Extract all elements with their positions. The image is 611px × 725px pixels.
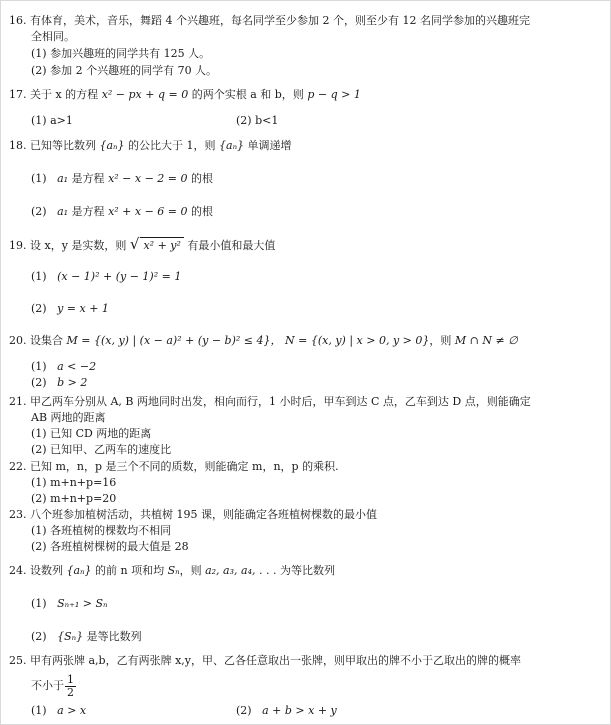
q18-c1-text: 是方程 (71, 172, 105, 185)
q24-stem-text-4: 为等比数列 (279, 564, 335, 577)
q19-stem-text-2: 有最小值和最大值 (187, 239, 276, 252)
q18-c2-math: a₁ (57, 205, 69, 218)
q16-stem-line2: 全相同。 (31, 30, 75, 43)
q20-conclusion: M ∩ N ≠ ∅ (454, 334, 518, 347)
q18-sequence-2: {aₙ} (219, 139, 245, 152)
q17-stem (9, 87, 361, 102)
q25-fraction (65, 674, 76, 699)
q17-stem-text: 17. 关于 x 的方程 (9, 88, 99, 101)
q24-sequence: {aₙ} (66, 564, 92, 577)
q20-stem-text-2: ，则 (429, 334, 452, 347)
q24-c1-math: Sₙ₊₁ > Sₙ (57, 597, 108, 610)
q20-condition-2 (31, 375, 87, 390)
q25-stem-line1: 25. 甲有两张牌 a,b，乙有两张牌 x,y，甲、乙各任意取出一张牌，则甲取出的牌不小于乙取出的牌的概率 (9, 654, 521, 667)
q17-condition-2: (2) b<1 (236, 114, 279, 127)
q21-stem-line2: AB 两地的距离 (31, 411, 106, 424)
q20-c1-math: a < −2 (57, 360, 97, 373)
q25-condition-2 (236, 703, 337, 718)
q23-condition-2: (2) 各班植树棵树的最大值是 28 (31, 540, 189, 553)
q18-stem-text: 18. 已知等比数列 (9, 139, 96, 152)
q18-stem-text-2: 的公比大于 1，则 (128, 139, 216, 152)
q22-condition-1: (1) m+n+p=16 (31, 476, 117, 489)
q24-stem-text-3: ，则 (179, 564, 202, 577)
q18-c1-math: a₁ (57, 172, 69, 185)
q18-stem-text-3: 单调递增 (247, 139, 292, 152)
q16-condition-2: (2) 参加 2 个兴趣班的同学有 70 人。 (31, 64, 218, 77)
q18-sequence: {aₙ} (99, 139, 125, 152)
q20-stem (9, 333, 518, 348)
q23-condition-1: (1) 各班植树的棵数均不相同 (31, 524, 172, 537)
q25-c1-label: (1) (31, 704, 47, 717)
q24-stem-text: 24. 设数列 (9, 564, 63, 577)
q18-condition-1 (31, 171, 213, 186)
q21-condition-1: (1) 已知 CD 两地的距离 (31, 427, 152, 440)
q16-condition-1: (1) 参加兴趣班的同学共有 125 人。 (31, 47, 211, 60)
q21-condition-2: (2) 已知甲、乙两车的速度比 (31, 443, 172, 456)
q16-stem-line1: 16. 有体育，美术，音乐，舞蹈 4 个兴趣班，每名同学至少参加 2 个，则至少有 12 名同学参加的兴趣班完 (9, 14, 530, 27)
q19-condition-2 (31, 301, 109, 316)
q18-c2-equation: x² + x − 6 = 0 (108, 205, 188, 218)
q25-c2-math: a + b > x + y (262, 704, 337, 717)
q24-sum: Sₙ (167, 564, 180, 577)
q24-stem-text-2: 的前 n 项和均 (95, 564, 165, 577)
q25-condition-1 (31, 703, 86, 718)
q19-c2-math: y = x + 1 (57, 302, 109, 315)
q19-c1-math: (x − 1)² + (y − 1)² = 1 (57, 270, 182, 283)
q17-condition-1: (1) a>1 (31, 114, 73, 127)
q18-c2-text: 是方程 (71, 205, 105, 218)
q22-stem: 22. 已知 m，n，p 是三个不同的质数，则能确定 m，n，p 的乘积. (9, 460, 339, 473)
q17-conclusion: p − q > 1 (307, 88, 361, 101)
q20-stem-text: 20. 设集合 (9, 334, 63, 347)
q18-c2-tail: 的根 (191, 205, 214, 218)
q20-c2-label: (2) (31, 376, 47, 389)
q24-c2-label: (2) (31, 630, 47, 643)
q24-stem (9, 563, 335, 578)
q20-set-n: N = {(x, y) | x > 0, y > 0} (285, 334, 430, 347)
q24-c1-label: (1) (31, 597, 47, 610)
q18-c1-label: (1) (31, 172, 47, 185)
q25-frac-denominator: 2 (67, 685, 74, 699)
q25-c2-label: (2) (236, 704, 252, 717)
q25-stem-text: 不小于 (31, 679, 64, 692)
q24-c2-math: {Sₙ} (57, 630, 84, 643)
q17-equation: x² − px + q = 0 (101, 88, 189, 101)
sqrt-sign-icon: √ (129, 235, 140, 253)
q25-stem-line2 (31, 673, 77, 699)
q20-condition-1 (31, 359, 96, 374)
q18-stem (9, 138, 292, 153)
q19-stem (9, 237, 275, 253)
q18-c1-equation: x² − x − 2 = 0 (108, 172, 188, 185)
q17-stem-text-2: 的两个实根 a 和 b，则 (191, 88, 304, 101)
q24-condition-2 (31, 629, 142, 644)
q19-c1-label: (1) (31, 270, 47, 283)
q24-condition-1 (31, 596, 108, 611)
q20-c1-label: (1) (31, 360, 47, 373)
q24-c2-text: 是等比数列 (86, 630, 142, 643)
q19-radicand: x² + y² (140, 237, 183, 253)
q22-condition-2: (2) m+n+p=20 (31, 492, 117, 505)
q24-terms: a₂, a₃, a₄, . . . (205, 564, 277, 577)
q19-condition-1 (31, 269, 181, 284)
q23-stem: 23. 八个班参加植树活动，共植树 195 课，则能确定各班植树棵数的最小值 (9, 508, 377, 521)
q25-frac-numerator: 1 (67, 672, 74, 686)
q20-c2-math: b > 2 (57, 376, 88, 389)
q19-c2-label: (2) (31, 302, 47, 315)
q20-set-m: M = {(x, y) | (x − a)² + (y − b)² ≤ 4}， (66, 334, 282, 347)
q25-c1-math: a > x (57, 704, 87, 717)
q18-c1-tail: 的根 (191, 172, 214, 185)
q18-c2-label: (2) (31, 205, 47, 218)
q21-stem-line1: 21. 甲乙两车分别从 A, B 两地同时出发，相向而行，1 小时后，甲车到达 C 点，乙车到达 D 点，则能确定 (9, 395, 531, 408)
q18-condition-2 (31, 204, 213, 219)
q19-stem-text: 19. 设 x，y 是实数，则 (9, 239, 127, 252)
